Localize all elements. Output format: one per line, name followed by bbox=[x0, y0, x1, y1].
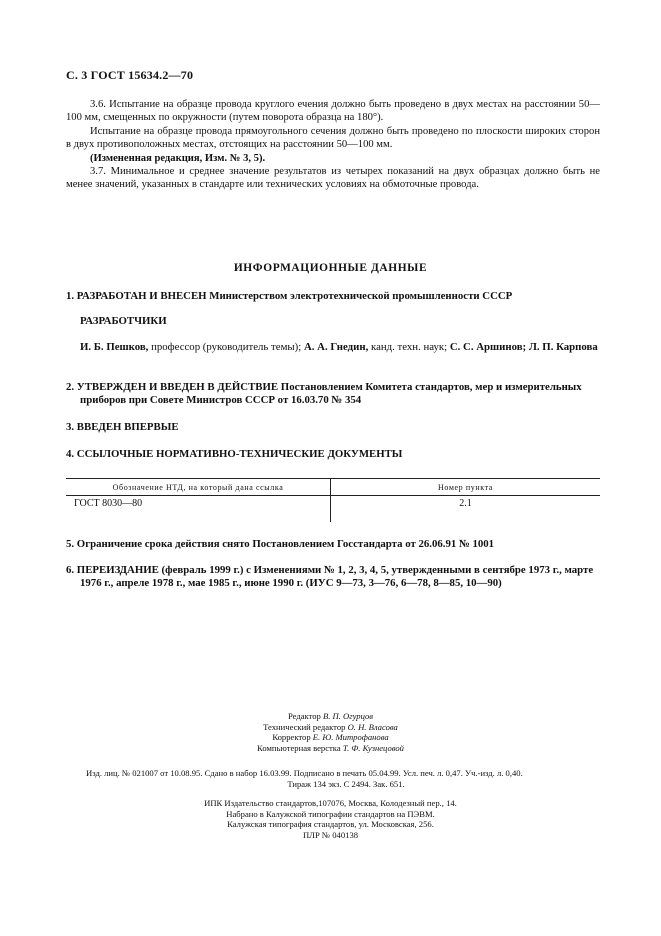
layout-line: Компьютерная верстка Т. Ф. Кузнецовой bbox=[257, 742, 404, 753]
developers-label: РАЗРАБОТЧИКИ bbox=[80, 315, 167, 327]
info-section-6-text: 6. ПЕРЕИЗДАНИЕ (февраль 1999 г.) с Изменениями № 1, 2, 3, 4, 5, утвержденными в сентябре 1973 г., марте 1976 г., апреле 1978 г., мае 1985 г., июне 1990 г. (ИУС 9—73, 3—76, 6—78, 8—85, 10—90) bbox=[66, 564, 594, 590]
reference-table bbox=[66, 478, 600, 522]
col-header-document: Обозначение НТД, на который дана ссылка bbox=[66, 479, 331, 496]
editor-name: В. П. Огурцов bbox=[322, 711, 374, 721]
publisher-line-4: ПЛР № 040138 bbox=[302, 829, 359, 840]
amendment-note: (Измененная редакция, Изм. № 3, 5). bbox=[90, 152, 266, 164]
corrector-name: Е. Ю. Митрофанова bbox=[312, 732, 389, 743]
editor-line: Редактор В. П. Огурцов bbox=[287, 711, 374, 721]
publisher-line-1: ИПК Издательство стандартов,107076, Москва, Колодезный пер., 14. bbox=[204, 798, 457, 808]
clause-3-6-rect: Испытание на образце провода прямоугольного сечения должно быть проведено по плоскости широких сторон в двух противоположных местах, отстоящих на расстоянии 50—100 мм. bbox=[66, 125, 600, 151]
layout-name: Т. Ф. Кузнецовой bbox=[342, 742, 404, 753]
print-details bbox=[86, 768, 606, 789]
developer-2-name: А. А. Гнедин, bbox=[303, 341, 369, 353]
page-header: С. 3 ГОСТ 15634.2—70 bbox=[66, 68, 194, 82]
print-details-line-1: Изд. лиц. № 021007 от 10.08.95. Сдано в набор 16.03.99. Подписано в печать 05.04.99. Усл. печ. л. 0,47. Уч.-изд. л. 0,40. bbox=[86, 768, 523, 778]
cell-item: 2.1 bbox=[459, 498, 472, 509]
info-section-1: 1. РАЗРАБОТАН И ВНЕСЕН Министерством электротехнической промышленности СССР bbox=[66, 290, 513, 302]
cell-document: ГОСТ 8030—80 bbox=[66, 496, 331, 523]
info-data-title: ИНФОРМАЦИОННЫЕ ДАННЫЕ bbox=[233, 262, 428, 274]
corrector-line: Корректор Е. Ю. Митрофанова bbox=[272, 732, 389, 743]
developer-1-role: профессор (руководитель темы); bbox=[148, 341, 304, 353]
info-section-3: 3. ВВЕДЕН ВПЕРВЫЕ bbox=[66, 421, 179, 433]
publisher-info bbox=[0, 798, 661, 840]
imprint-credits bbox=[0, 711, 661, 753]
info-section-4: 4. ССЫЛОЧНЫЕ НОРМАТИВНО-ТЕХНИЧЕСКИЕ ДОКУМЕНТЫ bbox=[66, 448, 403, 460]
tech-editor-name: О. Н. Власова bbox=[347, 721, 398, 732]
col-header-item: Номер пункта bbox=[331, 479, 601, 496]
info-section-6 bbox=[66, 564, 600, 590]
info-section-5: 5. Ограничение срока действия снято Постановлением Госстандарта от 26.06.91 № 1001 bbox=[66, 538, 495, 550]
info-section-2 bbox=[66, 381, 600, 407]
table-row bbox=[66, 496, 600, 523]
reference-table-header bbox=[66, 479, 600, 496]
developer-3-name: С. С. Аршинов; Л. П. Карпова bbox=[449, 341, 598, 353]
clause-3-6-round: 3.6. Испытание на образце провода круглого ечения должно быть проведено в двух местах на расстоянии 50—100 мм, смещенных по окружности (путем поворота образца на 180°). bbox=[66, 99, 600, 124]
tech-editor-line: Технический редактор О. Н. Власова bbox=[263, 721, 398, 732]
publisher-line-2: Набрано в Калужской типографии стандартов на ПЭВМ. bbox=[226, 808, 435, 819]
publisher-line-3: Калужская типография стандартов, ул. Московская, 256. bbox=[227, 819, 434, 830]
developer-1-name: И. Б. Пешков, bbox=[80, 341, 149, 353]
info-section-2-text: 2. УТВЕРЖДЕН И ВВЕДЕН В ДЕЙСТВИЕ Постановлением Комитета стандартов, мер и измерительных приборов при Совете Министров СССР от 16.03.70 № 354 bbox=[66, 381, 582, 407]
developer-2-role: канд. техн. наук; bbox=[368, 341, 450, 353]
clause-3-7: 3.7. Минимальное и среднее значение результатов из четырех показаний на двух образцах должно быть не менее значений, указанных в стандарте или технических условиях на обмоточные провода. bbox=[66, 166, 600, 191]
clause-3-6 bbox=[66, 98, 600, 192]
developers-list bbox=[80, 341, 600, 354]
print-details-line-2: Тираж 134 экз. С 2494. Зак. 651. bbox=[287, 778, 405, 789]
